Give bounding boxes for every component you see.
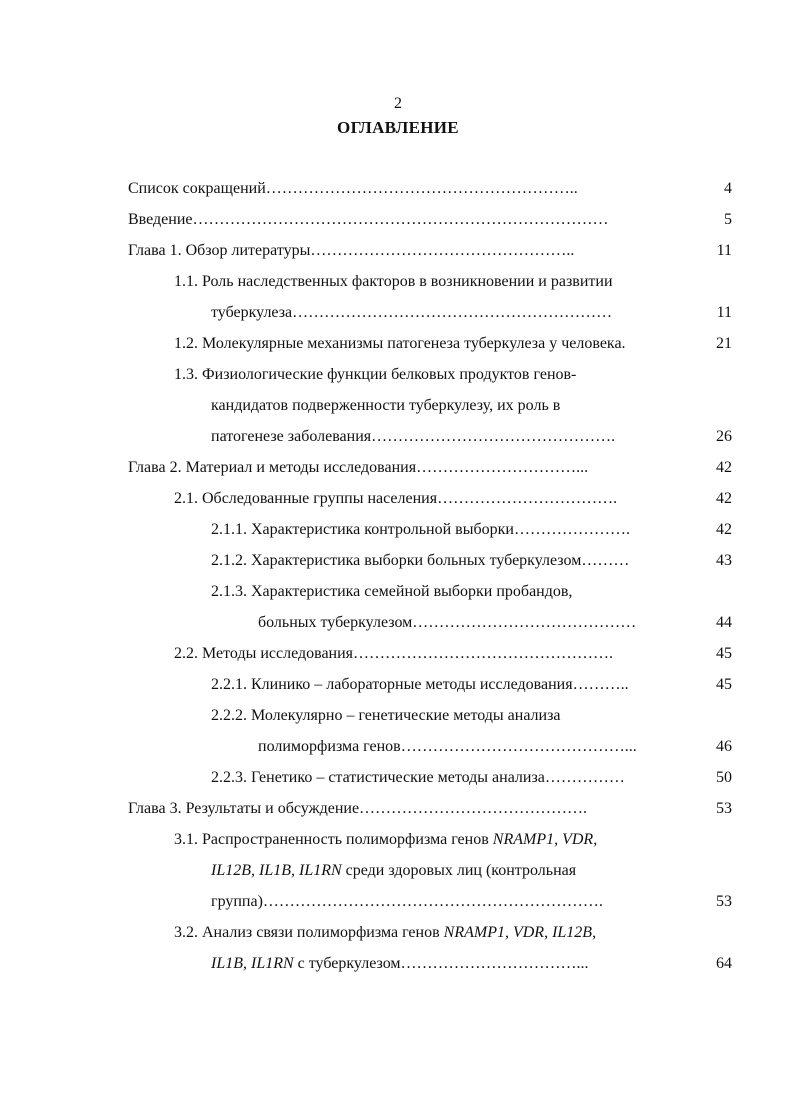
- toc-entry-label: 2.2. Методы исследования………………………………………….: [174, 645, 614, 662]
- toc-entry-text: среди здоровых лиц (контрольная: [341, 862, 577, 879]
- toc-entry-label: Глава 3. Результаты и обсуждение…………………………………….: [128, 800, 588, 817]
- toc-entry: [0, 674, 796, 696]
- toc-entry: [0, 426, 796, 448]
- toc-entry-label: [211, 860, 576, 882]
- toc-entry-label: 1.1. Роль наследственных факторов в возникновении и развитии: [174, 273, 613, 290]
- toc-entry: [0, 333, 796, 355]
- toc-entry-page: 64: [716, 955, 732, 972]
- toc-entry: [0, 457, 796, 479]
- toc-entry-label: [174, 922, 596, 944]
- toc-entry-label: больных туберкулезом……………………………………: [258, 614, 637, 631]
- toc-entry-text: 3.1. Распространенность полиморфизма генов: [174, 831, 493, 848]
- toc-entry: [0, 209, 796, 231]
- toc-entry-page: 5: [724, 211, 732, 228]
- toc-entry-label: Глава 1. Обзор литературы…………………………………………..: [128, 242, 575, 259]
- toc-entry-label: [174, 829, 597, 851]
- toc-entry-label: 2.1.2. Характеристика выборки больных туберкулезом………: [211, 552, 630, 569]
- toc-entry: [0, 612, 796, 634]
- toc-entry-page: 43: [716, 552, 732, 569]
- toc-entry-page: 21: [716, 335, 732, 352]
- toc-entry-text: 3.2. Анализ связи полиморфизма генов: [174, 924, 444, 941]
- toc-entry-label: Список сокращений…………………………………………………..: [128, 180, 578, 197]
- toc-entry-label: 2.2.2. Молекулярно – генетические методы анализа: [211, 707, 561, 724]
- toc-entry-page: 53: [716, 893, 732, 910]
- toc-entry: [0, 271, 796, 293]
- toc-entry: [0, 736, 796, 758]
- toc-entry: [0, 395, 796, 417]
- toc-entry: [0, 550, 796, 572]
- toc-entry: [0, 798, 796, 820]
- toc-entry-page: 42: [716, 459, 732, 476]
- toc-entry: [0, 488, 796, 510]
- toc-entry-label: кандидатов подверженности туберкулезу, их роль в: [211, 397, 561, 414]
- toc-entry-label: 2.1. Обследованные группы населения…………………………….: [174, 490, 618, 507]
- toc-entry-page: 11: [716, 242, 732, 259]
- page-number: 2: [394, 95, 402, 112]
- toc-entry: [0, 302, 796, 324]
- toc-entry-label: патогенезе заболевания……………………………………….: [211, 428, 616, 445]
- gene-names: NRAMP1, VDR,: [492, 831, 598, 848]
- toc-entry: [0, 705, 796, 727]
- toc-entry: [0, 581, 796, 603]
- toc-entry: [0, 178, 796, 200]
- toc-entry-page: 26: [716, 428, 732, 445]
- toc-entry-page: 46: [716, 738, 732, 755]
- toc-entry: [0, 860, 796, 882]
- toc-entry: [0, 364, 796, 386]
- toc-entry-page: 4: [724, 180, 732, 197]
- page-title: ОГЛАВЛЕНИЕ: [337, 118, 459, 137]
- toc-entry-label: полиморфизма генов……………………………………...: [258, 738, 637, 755]
- toc-entry: [0, 240, 796, 262]
- toc-entry-label: 2.2.3. Генетико – статистические методы анализа……………: [211, 769, 625, 786]
- toc-entry-label: [211, 953, 589, 975]
- toc-entry-page: 44: [716, 614, 732, 631]
- toc-entry-label: 2.1.3. Характеристика семейной выборки пробандов,: [211, 583, 573, 600]
- gene-names: NRAMP1, VDR, IL12B,: [443, 924, 597, 941]
- toc-entry-label: 2.1.1. Характеристика контрольной выборки………………….: [211, 521, 630, 538]
- toc-entry-label: группа)……………………………………………………….: [211, 893, 603, 910]
- toc-entry-page: 11: [716, 304, 732, 321]
- toc-entry-label: Глава 2. Материал и методы исследования…………………………...: [128, 459, 589, 476]
- gene-names: IL1B, IL1RN: [211, 955, 294, 972]
- toc-entry: [0, 922, 796, 944]
- toc-entry-page: 50: [716, 769, 732, 786]
- toc-entry-page: 45: [716, 676, 732, 693]
- toc-entry-page: 42: [716, 490, 732, 507]
- toc-entry: [0, 953, 796, 975]
- toc-entry: [0, 519, 796, 541]
- toc-entry: [0, 643, 796, 665]
- toc-entry-page: 53: [716, 800, 732, 817]
- toc-entry: [0, 891, 796, 913]
- gene-names: IL12B, IL1B, IL1RN: [211, 862, 342, 879]
- toc-entry-label: 2.2.1. Клинико – лабораторные методы исследования………..: [211, 676, 629, 693]
- toc-entry-label: 1.3. Физиологические функции белковых продуктов генов-: [174, 366, 577, 383]
- toc-entry-label: Введение……………………………………………………………………: [128, 211, 609, 228]
- toc-entry-label: 1.2. Молекулярные механизмы патогенеза туберкулеза у человека.: [174, 335, 626, 352]
- toc-entry-page: 45: [716, 645, 732, 662]
- toc-entry: [0, 829, 796, 851]
- toc-entry-label: туберкулеза……………………………………………………: [211, 304, 613, 321]
- toc-entry-page: 42: [716, 521, 732, 538]
- toc-entry: [0, 767, 796, 789]
- toc-entry-text: с туберкулезом……………………………...: [293, 955, 589, 972]
